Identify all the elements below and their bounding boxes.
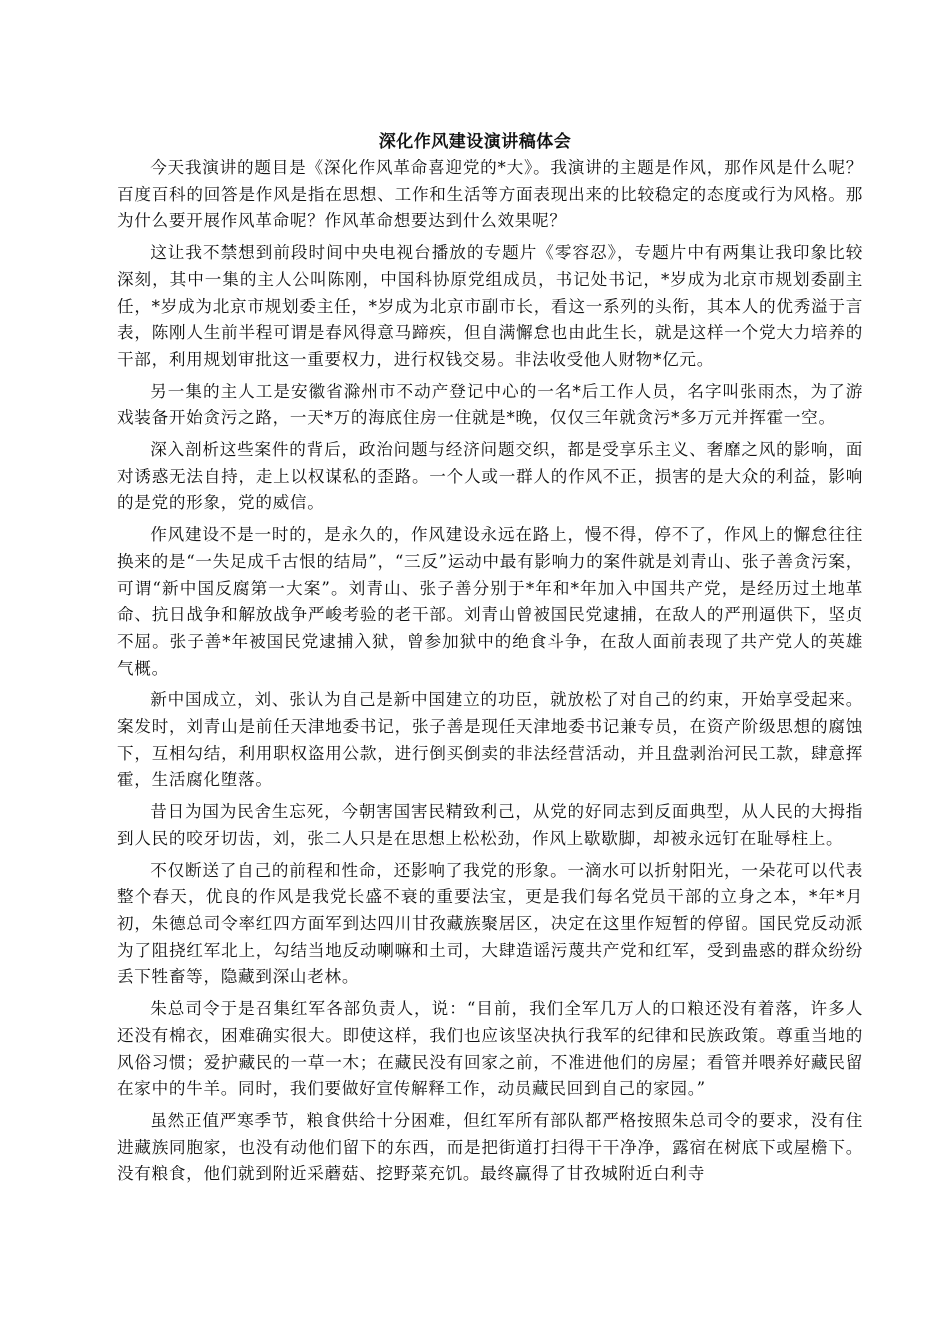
paragraph-6: 新中国成立，刘、张认为自己是新中国建立的功臣，就放松了对自己的约束，开始享受起来。案发时，刘青山是前任天津地委书记，张子善是现任天津地委书记兼专员，在资产阶级思想的腐蚀下，互相勾结，利用职权盗用公款，进行倒买倒卖的非法经营活动，并且盘剥治河民工款，肆意挥霍，生活腐化堕落。 xyxy=(117,690,863,790)
paragraph-10: 虽然正值严寒季节，粮食供给十分困难，但红军所有部队都严格按照朱总司令的要求，没有住进藏族同胞家，也没有动他们留下的东西，而是把街道打扫得干干净净，露宿在树底下或屋檐下。没有粮食，他们就到附近采蘑菇、挖野菜充饥。最终赢得了甘孜城附近白利寺 xyxy=(117,1110,863,1184)
document-title: 深化作风建设演讲稿体会 xyxy=(378,132,572,152)
paragraph-2: 这让我不禁想到前段时间中央电视台播放的专题片《零容忍》，专题片中有两集让我印象比较深刻，其中一集的主人公叫陈刚，中国科协原党组成员，书记处书记，*岁成为北京市规划委副主任，*岁成为北京市规划委主任，*岁成为北京市副市长，看这一系列的头衔，其本人的优秀溢于言表，陈刚人生前半程可谓是春风得意马蹄疾，但自满懈怠也由此生长，就是这样一个党大力培养的干部，利用规划审批这一重要权力，进行权钱交易。非法收受他人财物*亿元。 xyxy=(117,243,863,369)
paragraph-7: 昔日为国为民舍生忘死，今朝害国害民精致利己，从党的好同志到反面典型，从人民的大拇指到人民的咬牙切齿，刘，张二人只是在思想上松松劲，作风上歇歇脚，却被永远钉在耻辱柱上。 xyxy=(117,802,863,848)
paragraph-1: 今天我演讲的题目是《深化作风革命喜迎党的*大》。我演讲的主题是作风，那作风是什么呢？百度百科的回答是作风是指在思想、工作和生活等方面表现出来的比较稳定的态度或行为风格。那为什么要开展作风革命呢？作风革命想要达到什么效果呢？ xyxy=(117,158,863,231)
paragraph-9: 朱总司令于是召集红军各部负责人，说：“目前，我们全军几万人的口粮还没有着落，许多人还没有棉衣，困难确实很大。即使这样，我们也应该坚决执行我军的纪律和民族政策。尊重当地的风俗习惯；爱护藏民的一草一木；在藏民没有回家之前，不准进他们的房屋；看管并喂养好藏民留在家中的牛羊。同时，我们要做好宣传解释工作，动员藏民回到自己的家园。” xyxy=(117,999,863,1099)
paragraph-8: 不仅断送了自己的前程和性命，还影响了我党的形象。一滴水可以折射阳光，一朵花可以代表整个春天，优良的作风是我党长盛不衰的重要法宝，更是我们每名党员干部的立身之本，*年*月初，朱德总司令率红四方面军到达四川甘孜藏族聚居区，决定在这里作短暂的停留。国民党反动派为了阻挠红军北上，勾结当地反动喇嘛和土司，大肆造谣污蔑共产党和红军，受到蛊惑的群众纷纷丢下牲畜等，隐藏到深山老林。 xyxy=(117,860,863,987)
paragraph-3: 另一集的主人工是安徽省滁州市不动产登记中心的一名*后工作人员，名字叫张雨杰，为了游戏装备开始贪污之路，一天*万的海底住房一住就是*晚，仅仅三年就贪污*多万元并挥霍一空。 xyxy=(117,381,863,428)
document-body xyxy=(117,155,863,1193)
paragraph-4: 深入剖析这些案件的背后，政治问题与经济问题交织，都是受享乐主义、奢靡之风的影响，面对诱惑无法自持，走上以权谋私的歪路。一个人或一群人的作风不正，损害的是大众的利益，影响的是党的形象，党的威信。 xyxy=(117,440,863,513)
paragraph-5: 作风建设不是一时的，是永久的，作风建设永远在路上，慢不得，停不了，作风上的懈怠往往换来的是“一失足成千古恨的结局”，“三反”运动中最有影响力的案件就是刘青山、张子善贪污案，可谓“新中国反腐第一大案”。刘青山、张子善分别于*年和*年加入中国共产党，是经历过土地革命、抗日战争和解放战争严峻考验的老干部。刘青山曾被国民党逮捕，在敌人的严刑逼供下，坚贞不屈。张子善*年被国民党逮捕入狱，曾参加狱中的绝食斗争，在敌人面前表现了共产党人的英雄气概。 xyxy=(117,525,863,678)
